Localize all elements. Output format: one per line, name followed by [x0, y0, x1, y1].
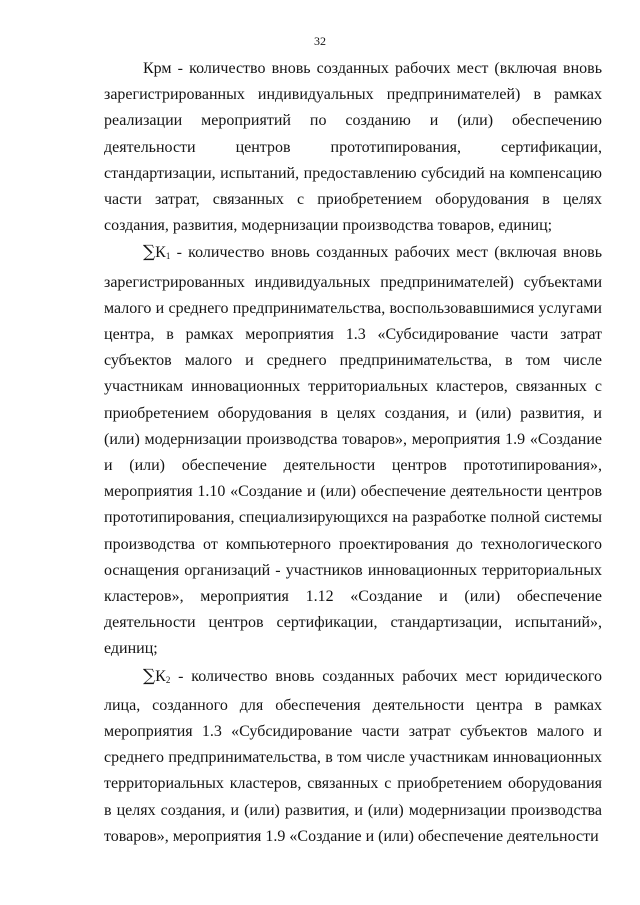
- summation-symbol: ∑: [143, 665, 156, 686]
- paragraph-k2-definition: [104, 663, 602, 850]
- document-body: [104, 56, 602, 850]
- variable-subscript: 2: [165, 674, 171, 685]
- variable-subscript: 1: [165, 251, 171, 262]
- paragraph-k2-text: - количество вновь созданных рабочих мест юридического лица, созданного для обеспечения деятельности центра в рамках мероприятия 1.3 «Субсидирование части затрат субъектов малого и среднего предпринимательства, в том числе участникам инновационных территориальных кластеров, связанных с приобретением оборудования в целях создания, и (или) развития, и (или) модернизации производства товаров», мероприятия 1.9 «Создание и (или) обеспечение деятельности: [104, 667, 602, 845]
- paragraph-k1-definition: [104, 239, 602, 662]
- paragraph-k1-text: - количество вновь созданных рабочих мест (включая вновь зарегистрированных индивидуальных предпринимателей) субъектами малого и среднего предпринимательства, воспользовавшимися услугами центра, в рамках мероприятия 1.3 «Субсидирование части затрат субъектов малого и среднего предпринимательства, в том числе участникам инновационных территориальных кластеров, связанных с приобретением оборудования в целях создания, и (или) развития, и (или) модернизации производства товаров», мероприятия 1.9 «Создание и (или) обеспечение деятельности центров прототипирования», мероприятия 1.10 «Создание и (или) обеспечение деятельности центров прототипирования, специализирующихся на разработке полной системы производства от компьютерного проектирования до технологического оснащения организаций - участников инновационных территориальных кластеров», мероприятия 1.12 «Создание и (или) обеспечение деятельности центров сертификации, стандартизации, испытаний», единиц;: [104, 244, 602, 658]
- summation-symbol: ∑: [143, 242, 156, 263]
- variable-letter: К: [155, 667, 166, 685]
- paragraph-krm-text: Крм - количество вновь созданных рабочих мест (включая вновь зарегистрированных индивидуальных предпринимателей) в рамках реализации мероприятий по созданию и (или) обеспечению деятельности центров прототипирования, сертификации, стандартизации, испытаний, предоставлению субсидий на компенсацию части затрат, связанных с приобретением оборудования в целях создания, развития, модернизации производства товаров, единиц;: [104, 60, 602, 235]
- page-number: 32: [314, 34, 326, 48]
- paragraph-krm-definition: [104, 56, 602, 239]
- variable-letter: К: [155, 244, 166, 262]
